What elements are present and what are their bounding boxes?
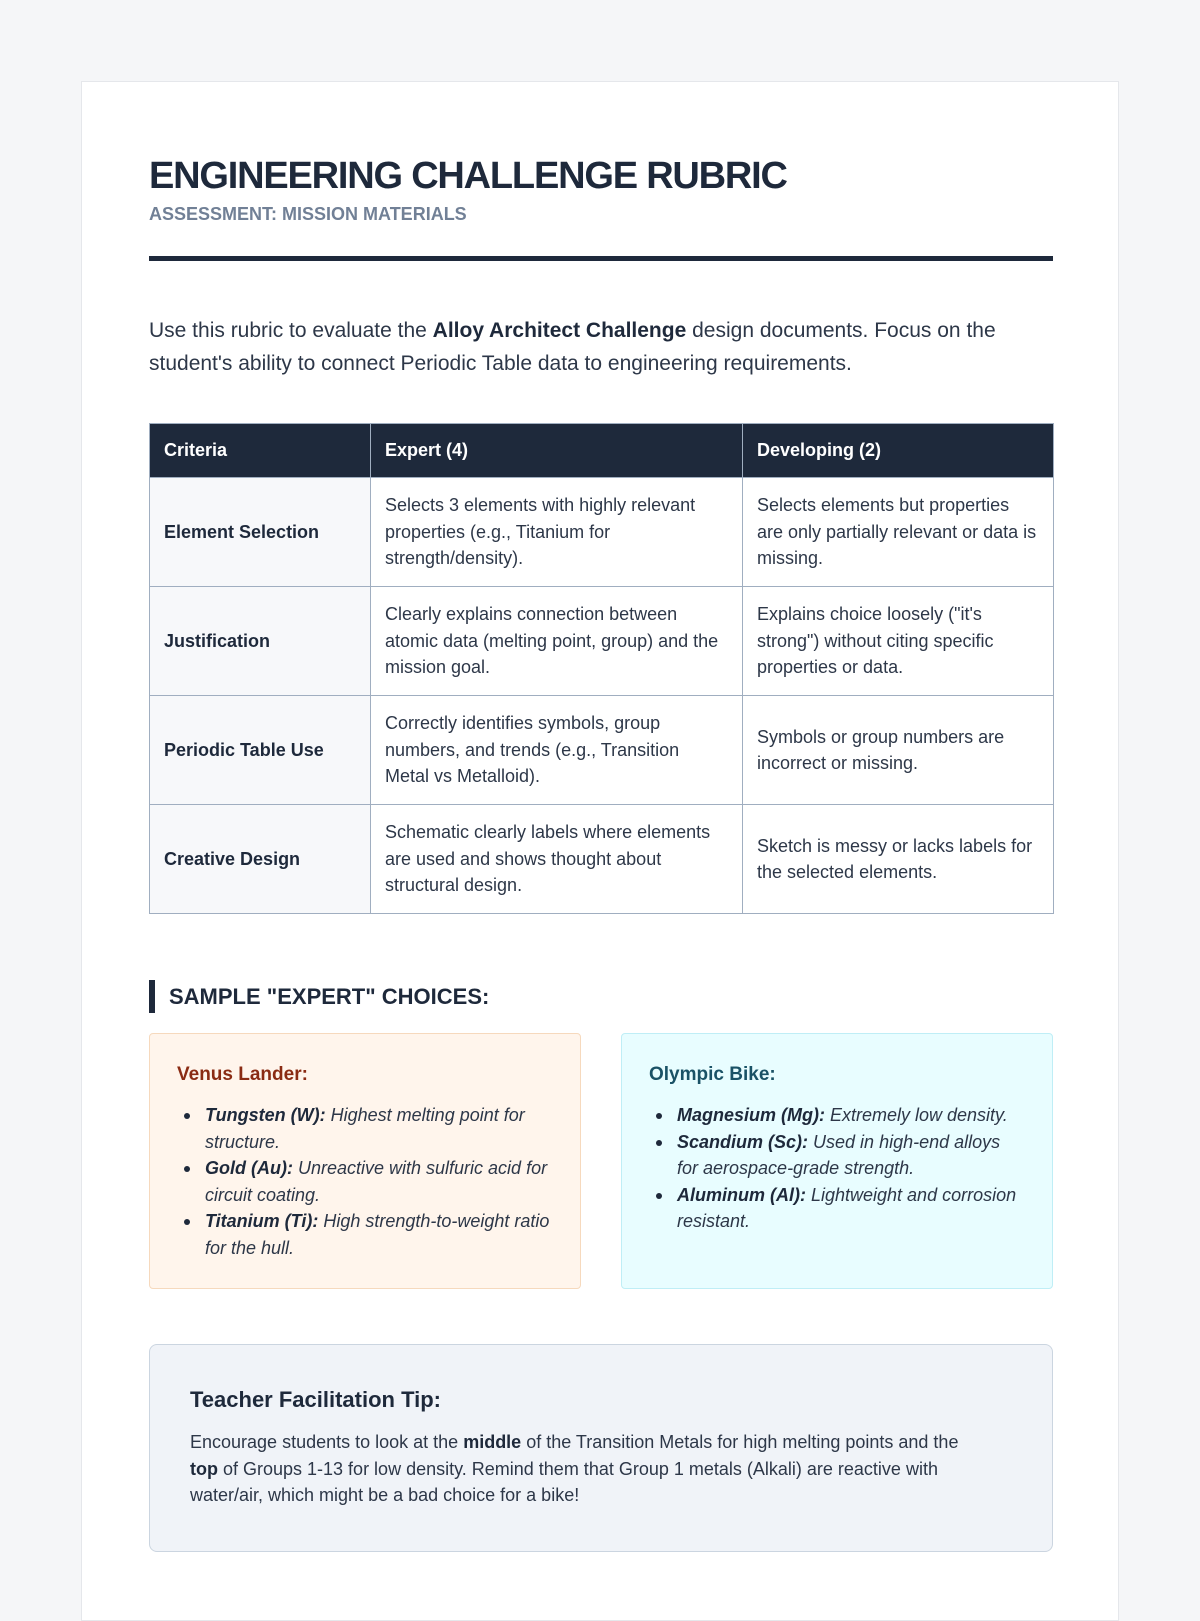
element-note: Used in high-end alloys for aerospace-grade strength. — [677, 1131, 1001, 1178]
sample-choices-heading: SAMPLE "EXPERT" CHOICES: — [149, 980, 489, 1013]
developing-cell: Sketch is messy or lacks labels for the selected elements. — [743, 805, 1054, 914]
teacher-tip-box — [149, 1344, 1053, 1552]
rubric-header-row — [150, 424, 1054, 478]
element-name: Gold (Au): — [205, 1158, 293, 1178]
expert-cell: Schematic clearly labels where elements are used and shows thought about structural design. — [371, 805, 743, 914]
element-name: Aluminum (Al): — [677, 1184, 806, 1205]
element-name: Scandium (Sc): — [677, 1131, 809, 1152]
rubric-table — [149, 423, 1054, 914]
tip-text: Encourage students to look at the — [190, 1432, 464, 1452]
criteria-cell: Creative Design — [150, 805, 371, 914]
criteria-cell: Justification — [150, 587, 371, 696]
element-note: High strength-to-weight ratio for the hull. — [205, 1211, 550, 1258]
list-item — [677, 1102, 1026, 1129]
document-page — [81, 81, 1119, 1621]
page-subtitle: ASSESSMENT: MISSION MATERIALS — [149, 204, 467, 224]
tip-text: of the Transition Metals for high melting points and the — [521, 1432, 959, 1452]
element-name: Magnesium (Mg): — [677, 1105, 825, 1125]
list-item — [205, 1208, 554, 1261]
page-title: ENGINEERING CHALLENGE RUBRIC — [149, 155, 787, 197]
intro-text-after: design documents. Focus on the student's ability to connect Periodic Table data to engineering requirements. — [149, 319, 996, 375]
tip-emphasis: top — [190, 1458, 218, 1479]
element-note: Highest melting point for structure. — [205, 1105, 525, 1152]
intro-highlight: Alloy Architect Challenge — [432, 319, 687, 342]
developing-cell: Symbols or group numbers are incorrect or missing. — [743, 696, 1054, 805]
developing-cell: Selects elements but properties are only partially relevant or data is missing. — [743, 478, 1054, 587]
intro-text-before: Use this rubric to evaluate the — [149, 319, 433, 342]
element-name: Titanium (Ti): — [205, 1211, 319, 1231]
table-row — [150, 805, 1054, 914]
expert-cell: Correctly identifies symbols, group numbers, and trends (e.g., Transition Metal vs Metalloid). — [371, 696, 743, 805]
column-header-criteria: Criteria — [150, 424, 371, 478]
list-item — [677, 1129, 1026, 1182]
tip-text: of Groups 1-13 for low density. Remind them that Group 1 metals (Alkali) are reactive with water/air, which might be a bad choice for a bike! — [190, 1458, 938, 1505]
header-divider — [149, 256, 1053, 261]
list-item — [205, 1155, 554, 1208]
column-header-developing: Developing (2) — [743, 424, 1054, 478]
venus-element-list — [177, 1102, 554, 1261]
table-row — [150, 696, 1054, 805]
venus-lander-title: Venus Lander: — [177, 1064, 308, 1085]
element-note: Lightweight and corrosion resistant. — [677, 1184, 1017, 1231]
list-item — [205, 1102, 554, 1155]
teacher-tip-title: Teacher Facilitation Tip: — [190, 1387, 442, 1412]
table-row — [150, 478, 1054, 587]
list-item — [677, 1182, 1026, 1235]
column-header-expert: Expert (4) — [371, 424, 743, 478]
intro-paragraph — [149, 314, 1053, 380]
criteria-cell: Element Selection — [150, 478, 371, 587]
teacher-tip-body — [190, 1429, 990, 1509]
criteria-cell: Periodic Table Use — [150, 696, 371, 805]
olympic-bike-card — [621, 1033, 1053, 1289]
element-name: Tungsten (W): — [205, 1105, 326, 1125]
developing-cell: Explains choice loosely ("it's strong") without citing specific properties or data. — [743, 587, 1054, 696]
bike-element-list — [649, 1102, 1026, 1235]
table-row — [150, 587, 1054, 696]
element-note: Extremely low density. — [825, 1105, 1008, 1125]
olympic-bike-title: Olympic Bike: — [649, 1064, 776, 1085]
venus-lander-card — [149, 1033, 581, 1289]
tip-emphasis: middle — [463, 1432, 522, 1452]
expert-cell: Clearly explains connection between atomic data (melting point, group) and the mission goal. — [371, 587, 743, 696]
element-note: Unreactive with sulfuric acid for circuit coating. — [205, 1158, 548, 1205]
expert-cell: Selects 3 elements with highly relevant properties (e.g., Titanium for strength/density). — [371, 478, 743, 587]
